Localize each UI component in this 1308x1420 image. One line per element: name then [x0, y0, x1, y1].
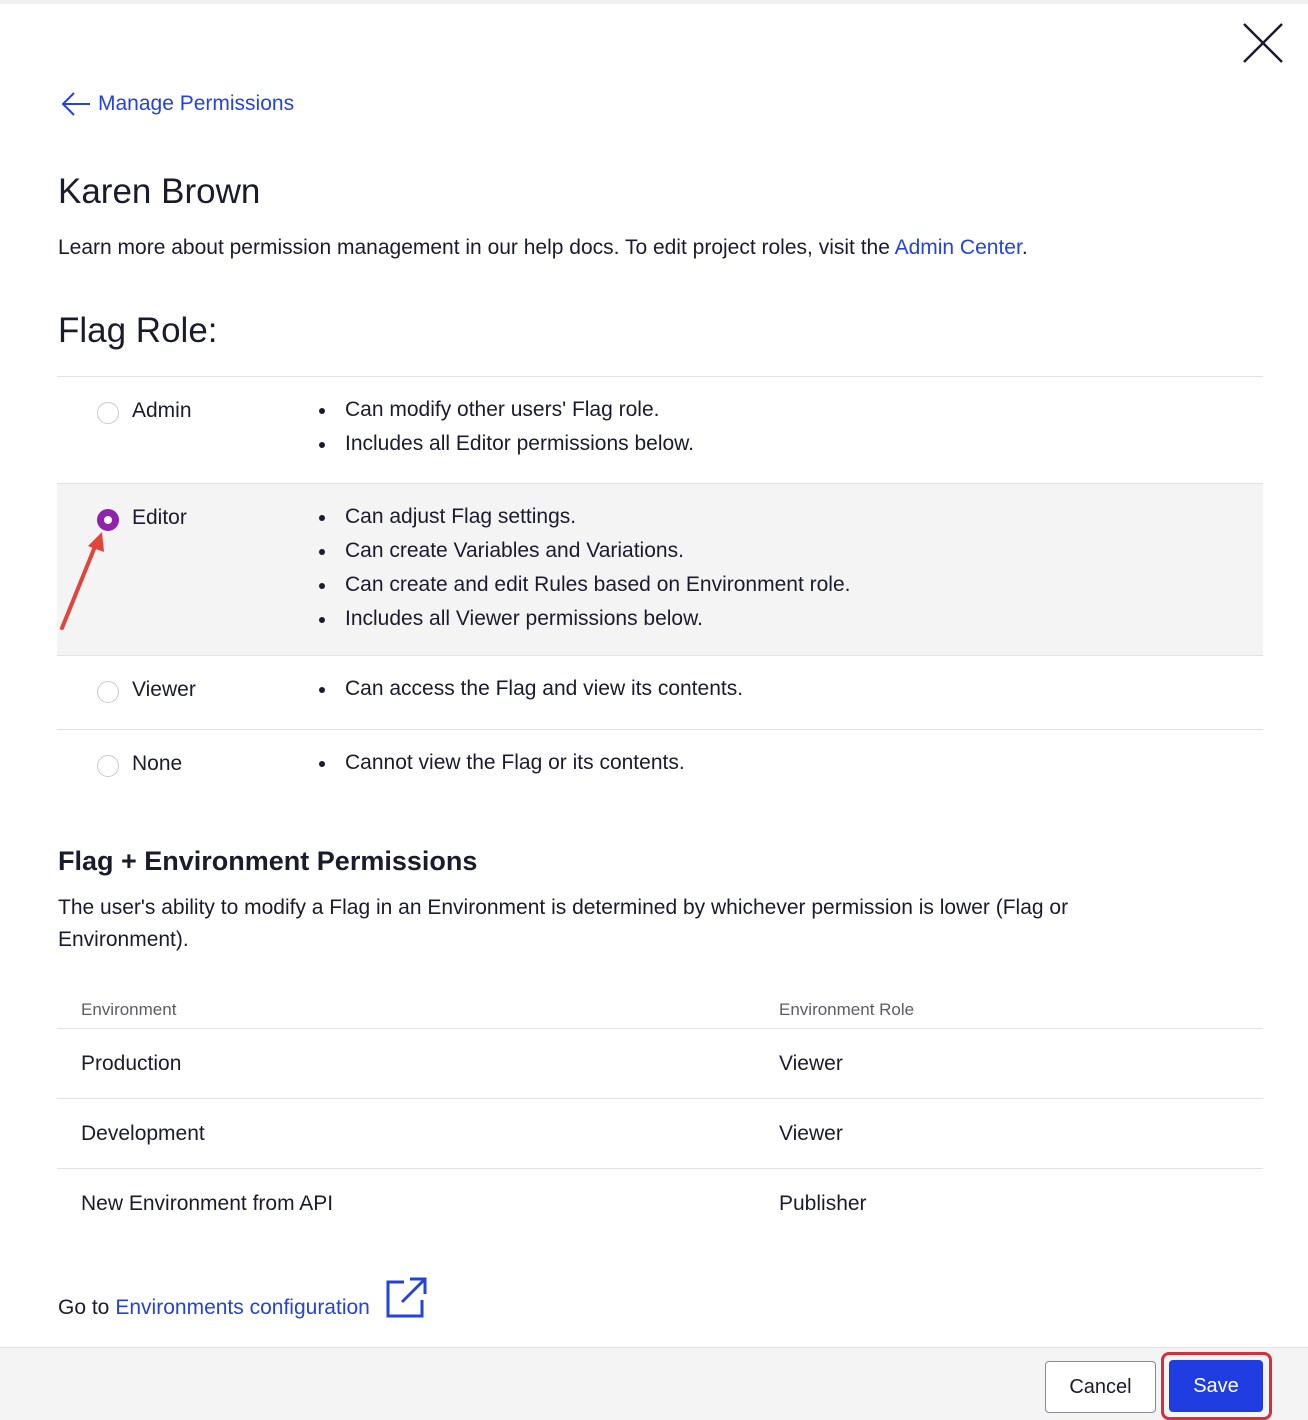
environments-configuration-link[interactable]: Environments configuration — [115, 1296, 370, 1319]
table-row — [57, 1029, 1263, 1099]
env-permissions-title: Flag + Environment Permissions — [58, 846, 478, 876]
permission-list-editor — [315, 500, 850, 655]
permission-item: Can adjust Flag settings. — [345, 500, 850, 534]
radio-editor[interactable] — [97, 509, 119, 531]
table-row — [57, 1099, 1263, 1169]
role-option-admin[interactable] — [57, 399, 315, 483]
back-link[interactable] — [60, 90, 294, 118]
role-label-admin: Admin — [132, 399, 192, 422]
role-option-none[interactable] — [57, 752, 315, 804]
external-link-icon[interactable] — [384, 1276, 428, 1320]
admin-center-link[interactable]: Admin Center — [894, 236, 1022, 259]
env-permissions-description: The user's ability to modify a Flag in an Environment is determined by whichever permission is lower (Flag or Environment). — [58, 896, 1069, 951]
permission-item: Includes all Editor permissions below. — [345, 427, 694, 461]
cancel-button[interactable]: Cancel — [1045, 1361, 1156, 1413]
permission-item: Includes all Viewer permissions below. — [345, 602, 850, 636]
back-link-label[interactable]: Manage Permissions — [98, 92, 295, 115]
role-option-editor[interactable] — [57, 506, 315, 655]
role-row-editor — [57, 484, 1263, 656]
radio-viewer[interactable] — [97, 681, 119, 703]
column-header-environment-role: Environment Role — [755, 992, 1263, 1029]
arrow-left-icon — [60, 90, 92, 118]
help-text-prefix: Learn more about permission management in our help docs. To edit project roles, visit the — [58, 236, 895, 259]
save-button[interactable]: Save — [1169, 1360, 1263, 1412]
permission-list-viewer — [315, 672, 743, 729]
permission-list-admin — [315, 393, 694, 483]
radio-admin[interactable] — [97, 402, 119, 424]
table-header-row — [57, 992, 1263, 1029]
table-row — [57, 1169, 1263, 1239]
permission-item: Can access the Flag and view its contents. — [345, 672, 743, 706]
radio-none[interactable] — [97, 755, 119, 777]
environment-cell: New Environment from API — [81, 1191, 334, 1215]
help-text — [58, 236, 1028, 260]
environments-config-link-row — [58, 1276, 428, 1320]
role-label-viewer: Viewer — [132, 678, 196, 701]
environment-cell: Production — [57, 1029, 755, 1099]
environment-role-cell: Viewer — [755, 1099, 1263, 1169]
permission-item: Cannot view the Flag or its contents. — [345, 746, 685, 780]
permission-item: Can create and edit Rules based on Environment role. — [345, 568, 850, 602]
close-icon — [1236, 20, 1290, 74]
environment-role-cell: Viewer — [755, 1029, 1263, 1099]
role-row-admin — [57, 377, 1263, 484]
role-row-viewer — [57, 656, 1263, 730]
page-title: Karen Brown — [58, 172, 261, 211]
role-label-editor: Editor — [132, 506, 187, 529]
modal-footer — [0, 1347, 1308, 1420]
goto-prefix: Go to — [58, 1296, 110, 1319]
close-button[interactable] — [1236, 20, 1290, 74]
environment-role-cell: Publisher — [779, 1191, 867, 1215]
permission-item: Can modify other users' Flag role. — [345, 393, 694, 427]
flag-role-list — [57, 376, 1263, 804]
role-option-viewer[interactable] — [57, 678, 315, 729]
role-label-none: None — [132, 752, 183, 775]
permission-item: Can create Variables and Variations. — [345, 534, 850, 568]
flag-role-title: Flag Role: — [58, 311, 218, 350]
role-row-none — [57, 730, 1263, 804]
permission-list-none — [315, 746, 685, 804]
environment-table — [57, 992, 1263, 1238]
column-header-environment: Environment — [57, 992, 755, 1029]
environment-cell: Development — [57, 1099, 755, 1169]
help-text-suffix: . — [1021, 236, 1028, 259]
